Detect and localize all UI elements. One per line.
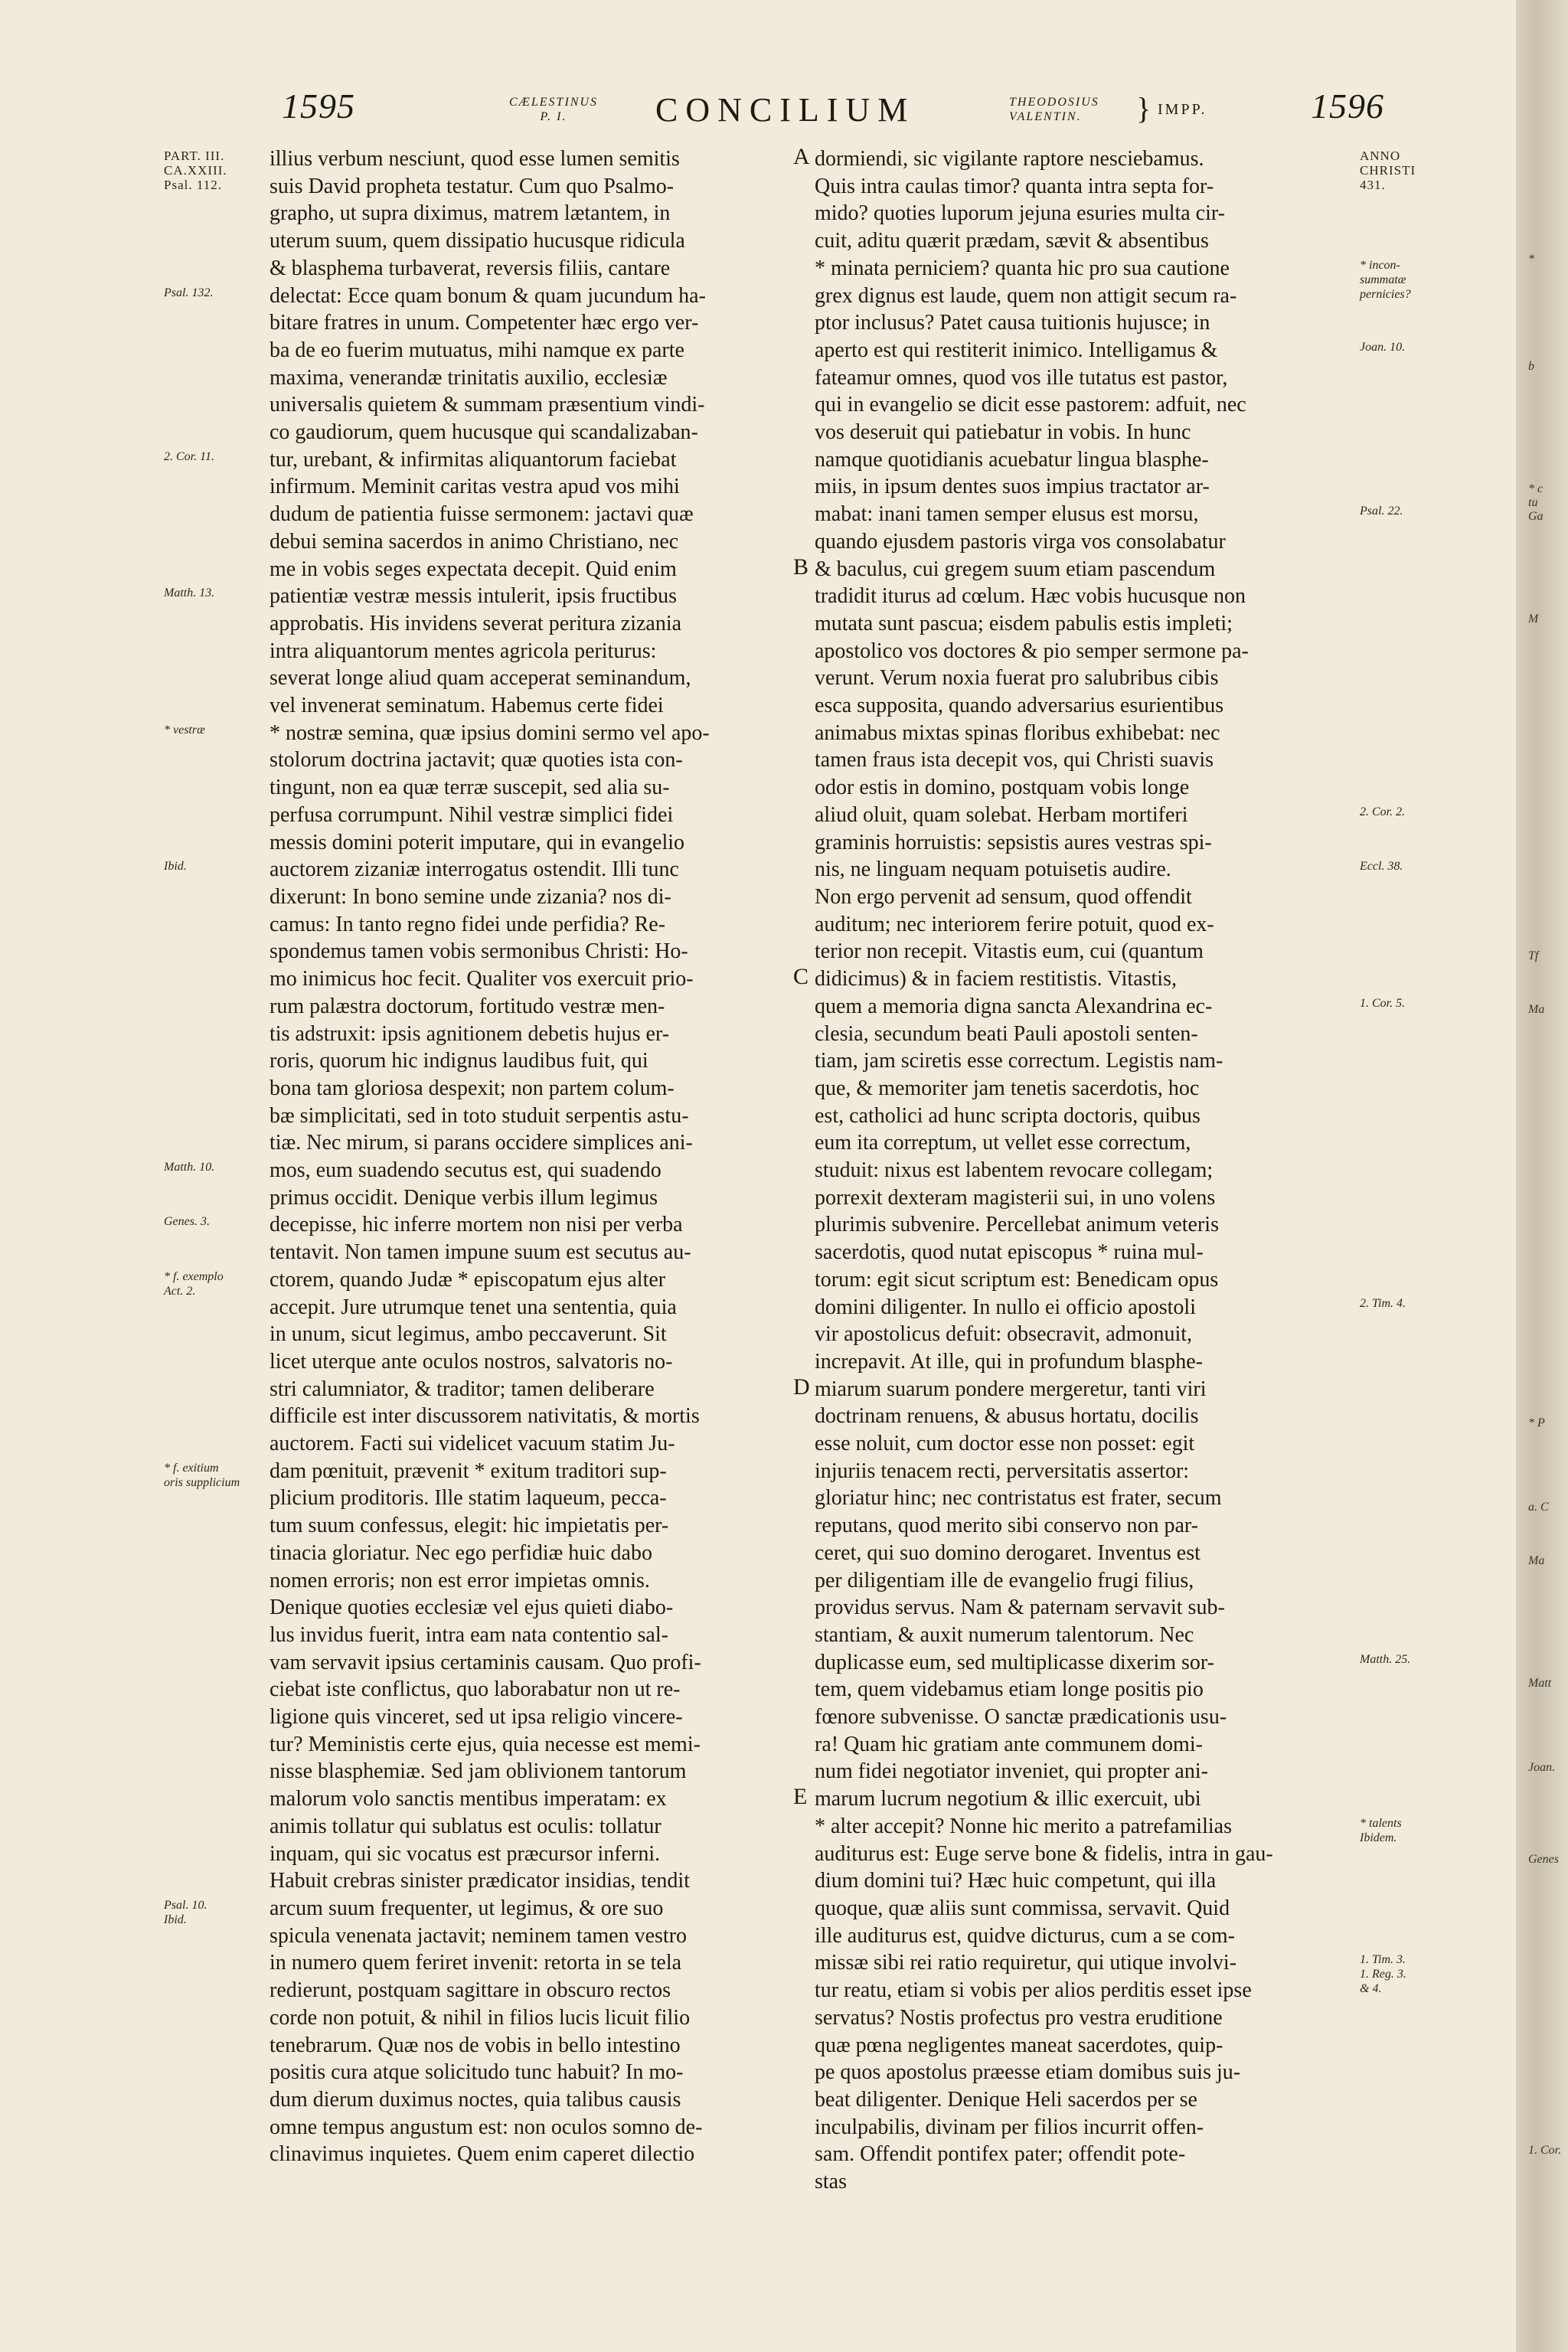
margin-note: * f. exitium oris supplicium — [164, 1461, 240, 1489]
text-line: illius verbum nesciunt, quod esse lumen semitis — [270, 147, 680, 171]
text-line: fateamur omnes, quod vos ille tutatus est pastor, — [815, 365, 1228, 390]
text-line: tur reatu, etiam si vobis per alios perditis esset ipse — [815, 1978, 1252, 2003]
edge-fragment: * c tu Ga — [1528, 482, 1544, 523]
text-line: dam pœnituit, prævenit * exitum traditori sup- — [270, 1459, 667, 1483]
text-line: * minata perniciem? quanta hic pro sua cautione — [815, 256, 1230, 280]
text-line: tentavit. Non tamen impune suum est secutus au- — [270, 1240, 691, 1265]
margin-note: 2. Cor. 11. — [164, 449, 214, 463]
text-line: graminis horruistis: sepsistis aures vestras spi- — [815, 830, 1212, 854]
text-line: clinavimus inquietes. Quem enim caperet dilectio — [270, 2142, 695, 2167]
text-line: in numero quem feriret invenit: retorta in se tela — [270, 1951, 682, 1975]
text-line: animis tollatur qui sublatus est oculis: tollatur — [270, 1814, 662, 1838]
text-line: miarum suarum pondere mergeretur, tanti viri — [815, 1377, 1207, 1401]
edge-fragment: Tf — [1528, 949, 1539, 962]
text-line: fœnore subvenisse. O sanctæ prædicationis usu- — [815, 1705, 1227, 1730]
text-line: perfusa corrumpunt. Nihil vestræ simplici fidei — [270, 802, 674, 827]
page-number-left: 1595 — [282, 87, 355, 126]
text-line: co gaudiorum, quem hucusque qui scandalizaban- — [270, 420, 698, 445]
text-line: quando ejusdem pastoris virga vos consolabatur — [815, 529, 1226, 554]
right-text-column — [815, 145, 1351, 2259]
text-line: mabat: inani tamen semper elusus est morsu, — [815, 502, 1199, 527]
text-line: auctorem zizaniæ interrogatus ostendit. Illi tunc — [270, 858, 679, 882]
text-line: vir apostolicus defuit: obsecravit, admonuit, — [815, 1322, 1193, 1347]
text-line: nisse blasphemiæ. Sed jam oblivionem tantorum — [270, 1759, 687, 1784]
text-line: esse noluit, cum doctor esse non posset: egit — [815, 1432, 1195, 1456]
text-line: injuriis tenacem recti, perversitatis assertor: — [815, 1459, 1190, 1483]
text-line: uterum suum, quem dissipatio hucusque ridicula — [270, 229, 685, 253]
text-line: roris, quorum hic indignus laudibus fuit, qui — [270, 1049, 648, 1073]
text-line: tiam, jam sciretis esse correctum. Legistis nam- — [815, 1049, 1223, 1073]
running-header — [0, 86, 1516, 132]
text-line: mo inimicus hoc fecit. Qualiter vos exercuit prio- — [270, 967, 694, 991]
text-line: sacerdotis, quod nutat episcopus * ruina mul- — [815, 1240, 1204, 1265]
text-line: namque quotidianis acuebatur lingua blasphe- — [815, 447, 1209, 472]
text-line: lus invidus fuerit, intra eam nata contentio sal- — [270, 1622, 668, 1647]
header-brace: } — [1136, 91, 1152, 126]
text-line: tamen fraus ista decepit vos, qui Christi suavis — [815, 748, 1214, 773]
text-line: auctorem. Facti sui videlicet vacuum statim Ju- — [270, 1432, 675, 1456]
text-line: vam servavit ipsius certaminis causam. Quo profi- — [270, 1650, 701, 1674]
text-line: studuit: nixus est labentem revocare collegam; — [815, 1158, 1214, 1183]
header-emperors — [1009, 95, 1155, 124]
text-line: licet uterque ante oculos nostros, salvatoris no- — [270, 1349, 673, 1374]
text-line: rum palæstra doctorum, fortitudo vestræ men- — [270, 994, 665, 1018]
margin-note: 2. Cor. 2. — [1360, 805, 1406, 818]
facing-page-margin-fragments — [1524, 0, 1568, 2352]
margin-note: * f. exemplo Act. 2. — [164, 1269, 224, 1298]
text-line: quæ pœna negligentes maneat sacerdotes, quip- — [815, 2033, 1223, 2057]
text-line: dudum de patientia fuisse sermonem: jactavi quæ — [270, 502, 694, 527]
text-line: * alter accepit? Nonne hic merito a patrefamilias — [815, 1814, 1232, 1838]
text-line: * nostræ semina, quæ ipsius domini sermo vel apo- — [270, 720, 710, 745]
edge-fragment: * — [1528, 253, 1534, 266]
text-line: tingunt, non ea quæ terræ suscepit, sed alia su- — [270, 776, 670, 800]
text-line: duplicasse eum, sed multiplicasse dixerim sor- — [815, 1650, 1214, 1674]
header-impp: IMPP. — [1158, 101, 1207, 118]
margin-note: * incon- summatæ pernicies? — [1360, 258, 1411, 301]
text-line: stolorum doctrina jactavit; quæ quoties ista con- — [270, 748, 683, 773]
text-line: spicula venenata jactavit; neminem tamen vestro — [270, 1923, 688, 1948]
text-line: universalis quietem & summam præsentium vindi- — [270, 393, 705, 417]
text-line: malorum volo sanctis mentibus imperatam: ex — [270, 1787, 667, 1811]
text-line: providus servus. Nam & paternam servavit sub- — [815, 1596, 1225, 1620]
margin-note: * talents Ibidem. — [1360, 1816, 1402, 1844]
margin-note: ANNO CHRISTI 431. — [1360, 149, 1416, 192]
text-line: tem, quem videbamus etiam longe positis pio — [815, 1677, 1204, 1702]
margin-note: 2. Tim. 4. — [1360, 1297, 1406, 1311]
margin-note: Eccl. 38. — [1360, 860, 1403, 874]
text-line: tenebrarum. Quæ nos de vobis in bello intestino — [270, 2033, 681, 2057]
text-line: animabus mixtas spinas floribus exhibebat: nec — [815, 720, 1220, 745]
edge-fragment: a. C — [1528, 1501, 1549, 1514]
text-line: inquam, qui sic vocatus est præcursor inferni. — [270, 1841, 661, 1866]
text-line: sam. Offendit pontifex pater; offendit pote- — [815, 2142, 1186, 2167]
text-line: arcum suum frequenter, ut legimus, & ore suo — [270, 1896, 664, 1920]
text-line: tradidit iturus ad cœlum. Hæc vobis hucusque non — [815, 584, 1246, 609]
text-line: quem a memoria digna sancta Alexandrina ec- — [815, 994, 1213, 1018]
text-line: per diligentiam ille de evangelio frugi filius, — [815, 1568, 1194, 1592]
page-number-right: 1596 — [1311, 87, 1384, 126]
text-line: tinacia gloriatur. Nec ego perfidiæ huic dabo — [270, 1540, 652, 1565]
margin-note: Matth. 13. — [164, 586, 215, 600]
text-line: decepisse, hic inferre mortem non nisi per verba — [270, 1213, 683, 1237]
text-line: Denique quoties ecclesiæ vel ejus quieti diabo- — [270, 1596, 674, 1620]
header-pope-number: P. I. — [540, 110, 567, 123]
text-line: severat longe aliud quam acceperat seminandum, — [270, 666, 691, 691]
text-line: est, catholici ad hunc scripta doctoris, quibus — [815, 1103, 1200, 1128]
text-line: camus: In tanto regno fidei unde perfidia? Re- — [270, 912, 666, 936]
text-line: debui semina sacerdos in animo Christiano, nec — [270, 529, 679, 554]
margin-note: Joan. 10. — [1360, 340, 1406, 354]
text-line: tur, urebant, & infirmitas aliquantorum faciebat — [270, 447, 677, 472]
text-line: positis cura atque solicitudo tunc habuit? In mo- — [270, 2060, 684, 2085]
text-line: bæ simplicitati, sed in toto studuit serpentis astu- — [270, 1103, 689, 1128]
text-line: nomen erroris; non est error impietas omnis. — [270, 1568, 650, 1592]
header-emperor-1: THEODOSIUS — [1009, 96, 1099, 109]
text-line: torum: egit sicut scriptum est: Benedicam opus — [815, 1267, 1219, 1292]
text-line: approbatis. His invidens severat peritura zizania — [270, 611, 682, 635]
text-line: dormiendi, sic vigilante raptore nesciebamus. — [815, 147, 1204, 171]
text-line: Habuit crebras sinister prædicator insidias, tendit — [270, 1869, 690, 1893]
left-text-column — [270, 145, 807, 2259]
text-line: cuit, aditu quærit prædam, sævit & absentibus — [815, 229, 1209, 253]
text-line: mutata sunt pascua; eisdem pabulis estis impleti; — [815, 611, 1233, 635]
text-line: domini diligenter. In nullo ei officio apostoli — [815, 1295, 1196, 1319]
text-line: maxima, venerandæ trinitatis auxilio, ecclesiæ — [270, 365, 668, 390]
header-pope — [481, 95, 626, 124]
margin-note: Ibid. — [164, 860, 187, 874]
text-line: plicium proditoris. Ille statim laqueum, pecca- — [270, 1486, 667, 1511]
text-line: quoque, quæ aliis sunt commissa, servavit. Quid — [815, 1896, 1230, 1920]
text-line: porrexit dexteram magisterii sui, in uno volens — [815, 1185, 1216, 1210]
text-line: messis domini poterit imputare, qui in evangelio — [270, 830, 685, 854]
text-line: nis, ne linguam nequam potuisetis audire. — [815, 858, 1171, 882]
text-line: increpavit. At ille, qui in profundum blasphe- — [815, 1349, 1204, 1374]
text-line: auditurus est: Euge serve bone & fidelis, intra in gau- — [815, 1841, 1273, 1866]
text-line: eum ita correptum, ut vellet esse correctum, — [815, 1131, 1191, 1155]
text-line: clesia, secundum beati Pauli apostoli senten- — [815, 1021, 1198, 1046]
edge-fragment: Genes — [1528, 1853, 1559, 1866]
text-line: ctorem, quando Judæ * episcopatum ejus alter — [270, 1267, 666, 1292]
text-line: & baculus, cui gregem suum etiam pascendum — [815, 557, 1216, 581]
text-line: dixerunt: In bono semine unde zizania? nos di- — [270, 884, 671, 909]
text-line: spondemus tamen vobis sermonibus Christi: Ho- — [270, 939, 688, 964]
text-line: bitare fratres in unum. Competenter hæc ergo ver- — [270, 311, 699, 335]
margin-note: Psal. 10. Ibid. — [164, 1898, 207, 1926]
text-line: ceret, qui suo domino derogaret. Inventus est — [815, 1540, 1200, 1565]
margin-note: 1. Tim. 3. 1. Reg. 3. & 4. — [1360, 1953, 1406, 1996]
margin-note: Psal. 22. — [1360, 505, 1403, 518]
text-line: delectat: Ecce quam bonum & quam jucundum ha- — [270, 283, 706, 308]
text-line: corde non potuit, & nihil in filios lucis licuit filio — [270, 2005, 691, 2030]
text-line: Quis intra caulas timor? quanta intra septa for- — [815, 174, 1214, 198]
text-line: mido? quoties luporum jejuna esuries multa cir- — [815, 201, 1225, 226]
margin-note: Matth. 10. — [164, 1160, 215, 1174]
text-line: ba de eo fuerim mutuatus, mihi namque ex parte — [270, 338, 684, 362]
text-line: verunt. Verum noxia fuerat pro salubribus cibis — [815, 666, 1219, 691]
text-line: stantiam, & auxit numerum talentorum. Nec — [815, 1622, 1194, 1647]
text-line: dium domini tui? Hæc huic competunt, qui illa — [815, 1869, 1217, 1893]
margin-note: 1. Cor. 5. — [1360, 996, 1406, 1010]
text-line: suis David propheta testatur. Cum quo Psalmo- — [270, 174, 675, 198]
text-line: grapho, ut supra diximus, matrem lætantem, in — [270, 201, 671, 226]
text-line: me in vobis seges expectata decepit. Quid enim — [270, 557, 677, 581]
edge-fragment: 1. Cor. — [1528, 2144, 1562, 2157]
section-letter: C — [793, 964, 809, 989]
text-line: dum dierum duximus noctes, quia talibus causis — [270, 2087, 681, 2112]
edge-fragment: Ma — [1528, 1554, 1545, 1567]
text-line: pe quos apostolus præesse etiam domibus suis ju- — [815, 2060, 1241, 2085]
text-line: gloriatur hinc; nec contristatus est frater, secum — [815, 1486, 1222, 1511]
header-emperor-2: VALENTIN. — [1009, 110, 1082, 123]
text-line: plurimis subvenire. Percellebat animum veteris — [815, 1213, 1219, 1237]
margin-note: Genes. 3. — [164, 1215, 210, 1229]
edge-fragment: Joan. — [1528, 1761, 1556, 1774]
text-line: vel invenerat seminatum. Habemus certe fidei — [270, 694, 664, 718]
text-line: aliud oluit, quam solebat. Herbam mortiferi — [815, 802, 1188, 827]
text-line: & blasphema turbaverat, reversis filiis, cantare — [270, 256, 671, 280]
edge-fragment: Matt — [1528, 1677, 1552, 1690]
text-line: aperto est qui restiterit inimico. Intelligamus & — [815, 338, 1218, 362]
margin-note: Matth. 25. — [1360, 1652, 1411, 1666]
text-line: stri calumniator, & traditor; tamen deliberare — [270, 1377, 655, 1401]
margin-note: * vestræ — [164, 723, 205, 737]
text-line: qui in evangelio se dicit esse pastorem: adfuit, nec — [815, 393, 1246, 417]
text-line: mos, eum suadendo secutus est, qui suadendo — [270, 1158, 662, 1183]
text-line: beat diligenter. Denique Heli sacerdos per se — [815, 2087, 1197, 2112]
text-line: didicimus) & in faciem restitistis. Vitastis, — [815, 967, 1177, 991]
text-line: intra aliquantorum mentes agricola periturus: — [270, 639, 657, 663]
text-line: miis, in ipsum dentes suos impius tractator ar- — [815, 475, 1210, 499]
text-line: esca supposita, quando adversarius esurientibus — [815, 694, 1224, 718]
text-line: inculpabilis, divinam per filios incurrit offen- — [815, 2115, 1204, 2139]
text-line: ille auditurus est, quidve dicturus, cum a se com- — [815, 1923, 1235, 1948]
text-line: tis adstruxit: ipsis agnitionem debetis hujus er- — [270, 1021, 670, 1046]
text-line: redierunt, postquam sagittare in obscuro rectos — [270, 1978, 671, 2003]
text-line: marum lucrum negotium & illic exercuit, ubi — [815, 1787, 1201, 1811]
margin-note: Psal. 132. — [164, 286, 214, 299]
text-line: stas — [815, 2170, 847, 2194]
edge-fragment: Ma — [1528, 1003, 1545, 1016]
text-line: infirmum. Meminit caritas vestra apud vos mihi — [270, 475, 680, 499]
text-line: primus occidit. Denique verbis illum legimus — [270, 1185, 658, 1210]
text-line: difficile est inter discussorem nativitatis, & mortis — [270, 1404, 700, 1429]
header-title: CONCILIUM — [655, 91, 916, 129]
text-line: doctrinam renuens, & abusus hortatu, docilis — [815, 1404, 1199, 1429]
header-pope-name: CÆLESTINUS — [508, 96, 599, 109]
edge-fragment: b — [1528, 360, 1534, 373]
text-line: ligione quis vinceret, sed ut ipsa religio vincere- — [270, 1705, 683, 1730]
text-line: ptor inclusus? Patet causa tuitionis hujusce; in — [815, 311, 1210, 335]
text-line: Non ergo pervenit ad sensum, quod offendit — [815, 884, 1192, 909]
text-line: ra! Quam hic gratiam ante communem domi- — [815, 1732, 1203, 1756]
section-letter: B — [793, 554, 809, 580]
section-letter: A — [793, 144, 810, 169]
edge-fragment: M — [1528, 612, 1539, 626]
text-line: terior non recepit. Vitastis eum, cui (quantum — [815, 939, 1204, 964]
text-line: tur? Meministis certe ejus, quia necesse est memi- — [270, 1732, 701, 1756]
section-letter: E — [793, 1784, 808, 1809]
text-line: apostolico vos doctores & pio semper sermone pa- — [815, 639, 1249, 663]
section-letter: D — [793, 1374, 810, 1400]
text-line: in unum, sicut legimus, ambo peccaverunt. Sit — [270, 1322, 667, 1347]
text-line: grex dignus est laude, quem non attigit secum ra- — [815, 283, 1237, 308]
text-line: num fidei negotiator inveniet, qui propter ani- — [815, 1759, 1208, 1784]
text-line: que, & memoriter jam tenetis sacerdotis, hoc — [815, 1076, 1200, 1100]
text-line: missæ sibi rei ratio requiretur, qui utique involvi- — [815, 1951, 1237, 1975]
text-line: tiæ. Nec mirum, si parans occidere simplices ani- — [270, 1131, 693, 1155]
text-line: odor estis in domino, postquam vobis longe — [815, 776, 1190, 800]
text-line: tum suum confessus, elegit: hic impietatis per- — [270, 1514, 669, 1538]
margin-note: PART. III. CA.XXIII. Psal. 112. — [164, 149, 227, 192]
text-line: ciebat iste conflictus, quo laborabatur non ut re- — [270, 1677, 681, 1702]
text-line: omne tempus angustum est: non oculos somno de- — [270, 2115, 703, 2139]
text-line: vos deseruit qui patiebatur in vobis. In hunc — [815, 420, 1191, 445]
text-line: servatus? Nostis profectus pro vestra eruditione — [815, 2005, 1223, 2030]
text-line: reputans, quod merito sibi conservo non par- — [815, 1514, 1198, 1538]
text-line: accepit. Jure utrumque tenet una sententia, quia — [270, 1295, 677, 1319]
edge-fragment: * P — [1528, 1416, 1545, 1429]
text-line: auditum; nec interiorem ferire potuit, quod ex- — [815, 912, 1214, 936]
text-line: bona tam gloriosa despexit; non partem colum- — [270, 1076, 675, 1100]
text-line: patientiæ vestræ messis intulerit, ipsis fructibus — [270, 584, 677, 609]
